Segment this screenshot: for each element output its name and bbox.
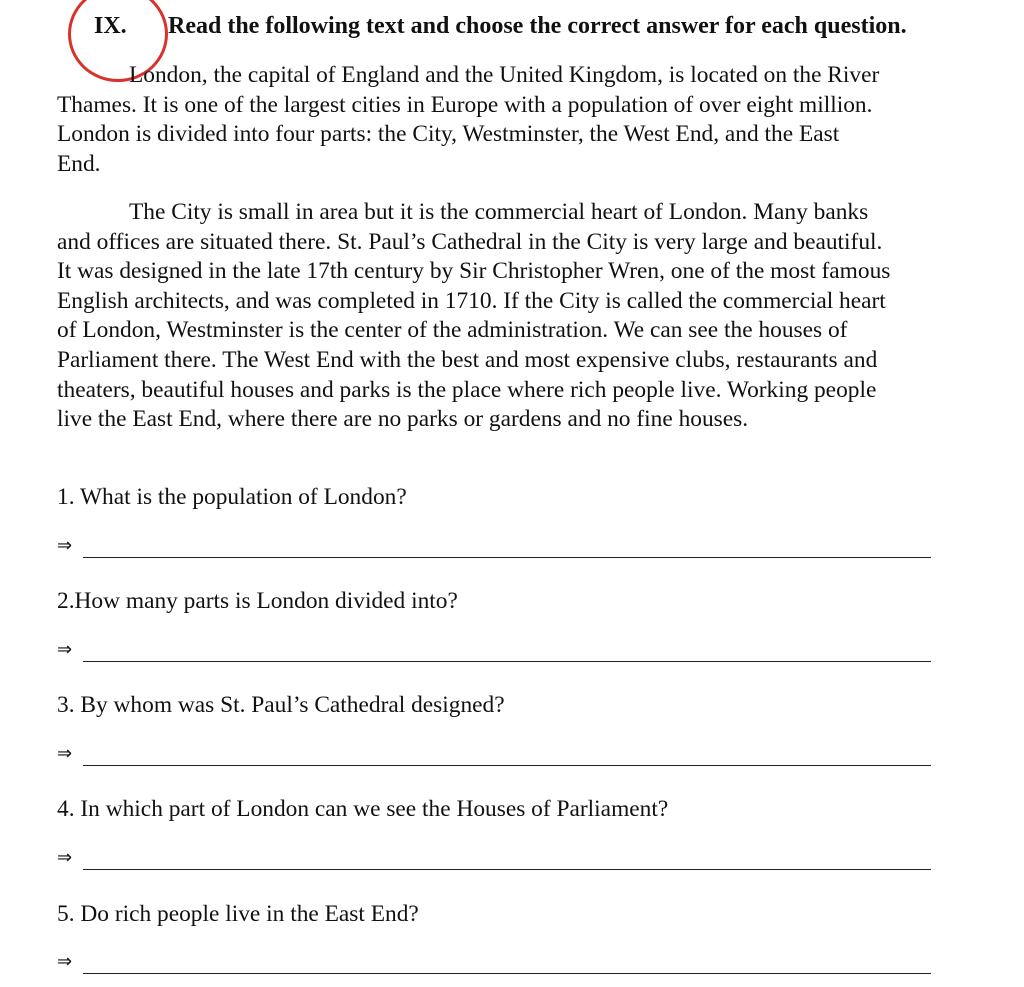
passage-line: The City is small in area but it is the commercial heart of London. Many banks [129,199,869,225]
question-1: 1. What is the population of London? [57,484,407,510]
question-2: 2.How many parts is London divided into? [57,588,458,614]
double-arrow-icon: ⇒ [57,535,73,556]
exercise-number: IX. [94,13,127,39]
passage-line: End. [57,150,101,177]
answer-blank-4[interactable] [83,869,931,870]
answer-blank-5[interactable] [83,973,931,974]
passage-line: London, the capital of England and the United Kingdom, is located on the River [129,62,880,88]
answer-row-1[interactable] [57,533,931,559]
passage-line: Thames. It is one of the largest cities in Europe with a population of over eight million. [57,91,873,118]
passage-paragraph-2 [57,198,987,435]
passage-line: live the East End, where there are no parks or gardens and no fine houses. [57,406,749,433]
exercise-instruction: Read the following text and choose the correct answer for each question. [168,13,907,39]
question-4: 4. In which part of London can we see the Houses of Parliament? [57,796,669,822]
double-arrow-icon: ⇒ [57,847,73,868]
answer-row-5[interactable] [57,949,931,975]
answer-row-2[interactable] [57,637,931,663]
answer-row-4[interactable] [57,845,931,871]
double-arrow-icon: ⇒ [57,951,73,972]
passage-line: It was designed in the late 17th century by Sir Christopher Wren, one of the most famous [57,258,891,285]
answer-blank-3[interactable] [83,765,931,766]
passage-line: Parliament there. The West End with the best and most expensive clubs, restaurants and [57,346,878,373]
answer-blank-1[interactable] [83,557,931,558]
exercise-header [0,8,1024,44]
double-arrow-icon: ⇒ [57,743,73,764]
question-3: 3. By whom was St. Paul’s Cathedral designed? [57,692,505,718]
question-5: 5. Do rich people live in the East End? [57,901,419,927]
answer-blank-2[interactable] [83,661,931,662]
passage-line: theaters, beautiful houses and parks is the place where rich people live. Working people [57,376,877,403]
passage-line: and offices are situated there. St. Paul’s Cathedral in the City is very large and beautiful. [57,228,883,255]
answer-row-3[interactable] [57,741,931,767]
passage-line: English architects, and was completed in 1710. If the City is called the commercial heart [57,287,886,314]
passage-line: London is divided into four parts: the City, Westminster, the West End, and the East [57,121,840,148]
double-arrow-icon: ⇒ [57,639,73,660]
passage-paragraph-1 [57,61,987,179]
passage-line: of London, Westminster is the center of the administration. We can see the houses of [57,317,848,344]
